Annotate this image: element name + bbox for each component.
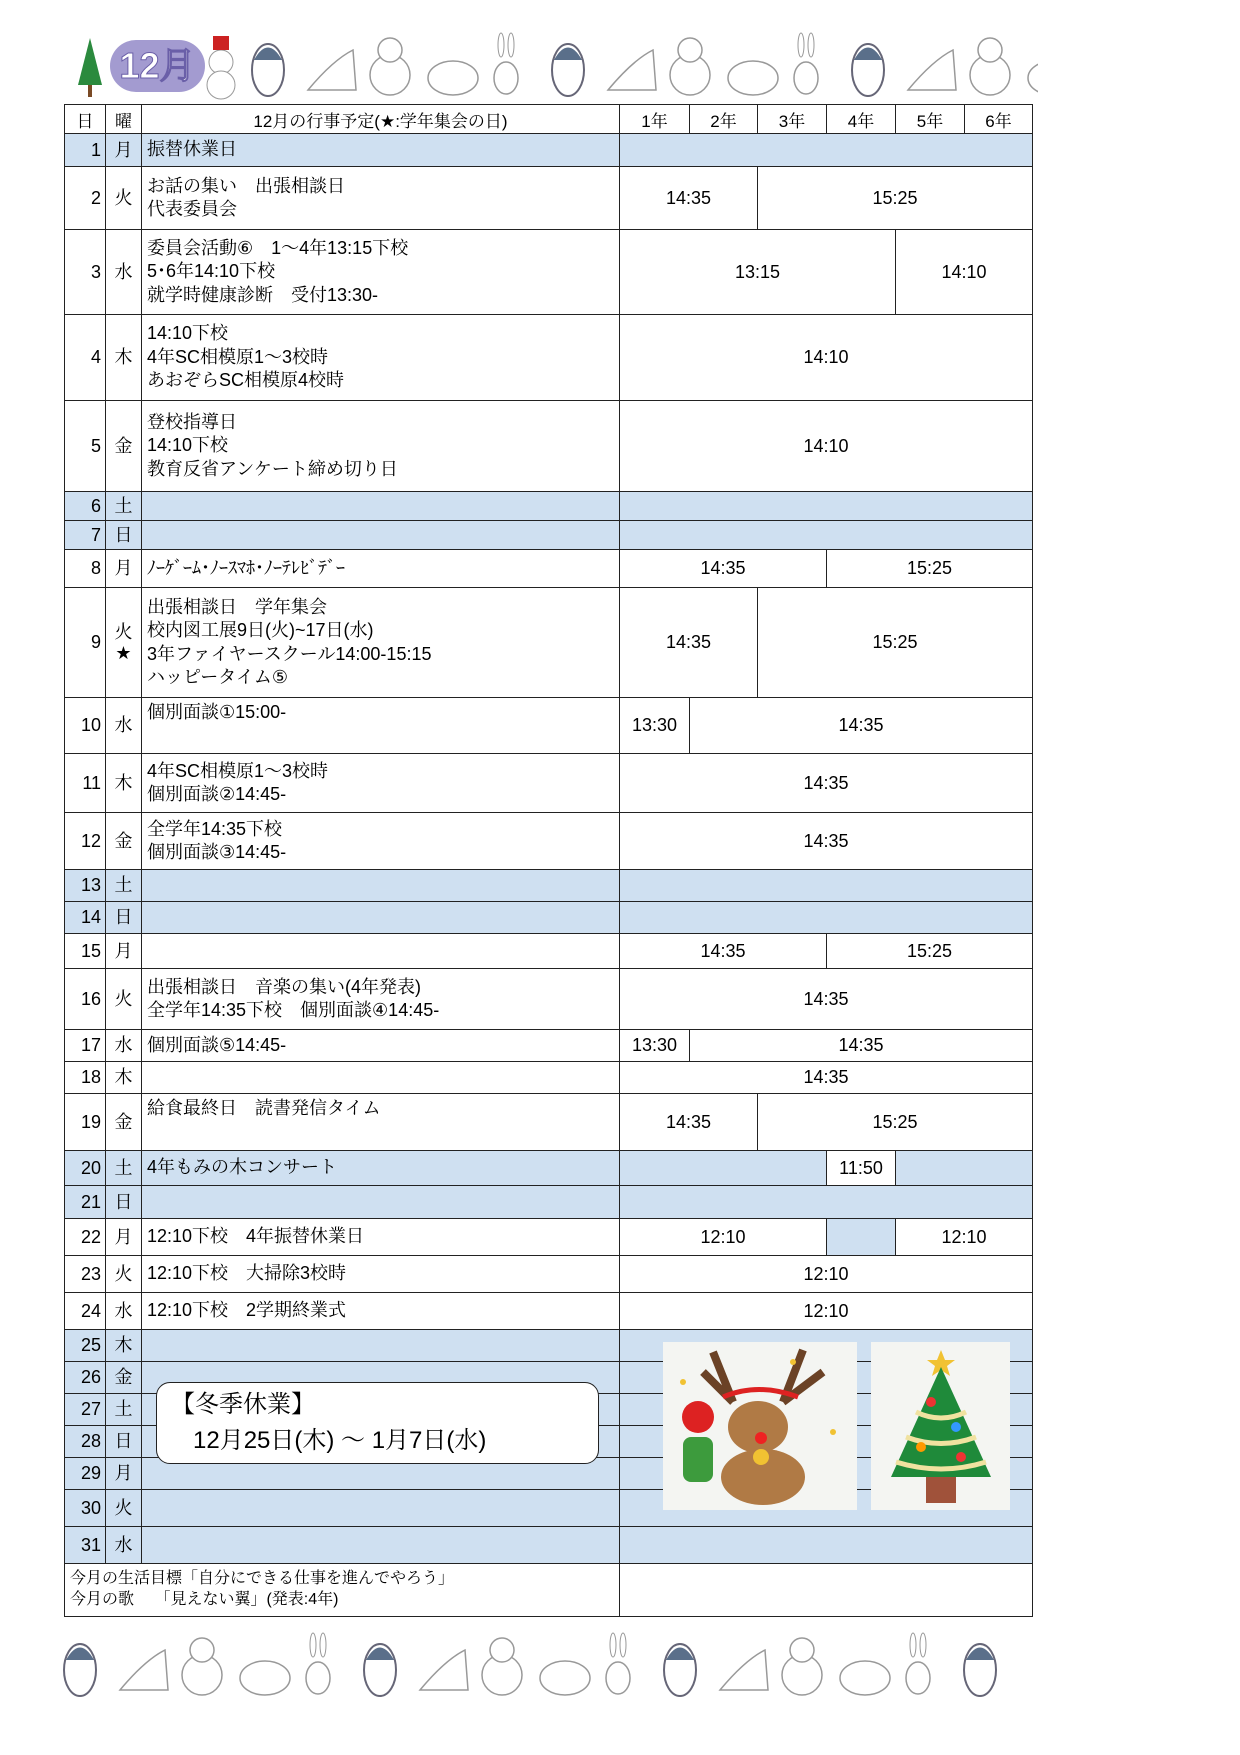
dismissal-time: 13:30 [620,698,690,754]
day-number: 12 [65,813,106,870]
weekday-label: 土 [114,495,133,516]
event-cell [142,1330,620,1362]
day-number: 22 [65,1219,106,1256]
footer-row [65,1564,1033,1617]
weekday [106,401,142,492]
weekday [106,1030,142,1062]
penguin-icon [252,44,284,96]
event-cell: 給食最終日 読書発信タイム [142,1094,620,1151]
rabbit-icon [494,33,518,94]
weekday [106,870,142,902]
weekday [106,550,142,588]
weekday-label: 月 [114,940,133,961]
dismissal-time: 14:10 [620,315,1033,401]
weekday-label: 水 [114,261,133,282]
weekday-label: 月 [114,139,133,160]
month-badge: 12月 [110,40,205,92]
day-number: 2 [65,167,106,230]
day-number: 8 [65,550,106,588]
seal-icon [428,61,478,95]
reindeer-illustration [663,1342,857,1510]
monthly-song: 今月の歌 「見えない翼」(発表:4年) [70,1591,339,1608]
dismissal-time: 14:35 [690,1030,1033,1062]
header-day: 日 [65,105,106,134]
day-number: 9 [65,588,106,698]
weekday-label: 日 [114,1431,133,1452]
weekday-label: 水 [114,1534,133,1555]
event-cell: 振替休業日 [142,134,620,167]
penguin-icon [852,44,884,96]
weekday [106,1527,142,1564]
weekday [106,1219,142,1256]
header-grade-2: 2年 [690,105,758,134]
dismissal-time: 14:35 [690,698,1033,754]
event-cell [142,1062,620,1094]
weekday-label: 木 [114,1067,133,1088]
day-row [65,1151,1033,1186]
weekday-label: 日 [114,1191,133,1212]
rabbit-icon [794,33,818,94]
event-cell: 個別面談⑤14:45- [142,1030,620,1062]
header-weekday: 曜 [106,105,142,134]
dismissal-time: 15:25 [758,1094,1033,1151]
penguin-icon [664,1644,696,1696]
event-cell: 12:10下校 大掃除3校時 [142,1256,620,1293]
penguin-icon [552,44,584,96]
event-cell: 個別面談①15:00- [142,698,620,754]
weekday-label: 水 [114,1300,133,1321]
fox-icon [308,50,356,90]
day-number: 26 [65,1362,106,1394]
weekday-label: 月 [114,1226,133,1247]
weekday-label: 金 [114,1367,133,1388]
dismissal-time: 14:35 [620,754,1033,813]
weekday-label: 月 [114,558,133,579]
day-number: 3 [65,230,106,315]
day-row [65,813,1033,870]
day-number: 24 [65,1293,106,1330]
dismissal-time: 14:35 [620,588,758,698]
dismissal-time: 15:25 [827,934,1033,969]
event-cell: 登校指導日 14:10下校 教育反省アンケート締め切り日 [142,401,620,492]
winter-animals-decoration [78,30,1038,100]
day-row [65,315,1033,401]
day-row [65,521,1033,550]
header-events: 12月の行事予定(★:学年集会の日) [142,105,620,134]
header-grade-1: 1年 [620,105,690,134]
weekday-label: 日 [114,524,133,545]
penguin-icon [364,1644,396,1696]
day-number: 29 [65,1458,106,1490]
day-number: 13 [65,870,106,902]
dismissal-time [620,1151,827,1186]
rabbit-icon [606,1633,630,1694]
weekday [106,134,142,167]
event-cell [142,1527,620,1564]
weekday [106,1186,142,1219]
footer-notes [65,1564,620,1617]
event-cell: 14:10下校 4年SC相模原1～3校時 あおぞらSC相模原4校時 [142,315,620,401]
dismissal-time: 14:10 [896,230,1033,315]
fox-icon [908,50,956,90]
notice-title: 【冬季休業】 [171,1391,315,1418]
weekday-label: 土 [114,1157,133,1178]
dismissal-time: 13:30 [620,1030,690,1062]
dismissal-cell [620,870,1033,902]
dismissal-cell [620,1527,1033,1564]
weekday-label: 火 [114,187,133,208]
weekday-label: 金 [114,435,133,456]
header-grade-4: 4年 [827,105,896,134]
bear-icon [482,1638,522,1695]
dismissal-time: 14:35 [620,969,1033,1030]
event-cell: 委員会活動⑥ 1～4年13:15下校 5･6年14:10下校 就学時健康診断 受付13:30- [142,230,620,315]
dismissal-cell [620,521,1033,550]
day-number: 11 [65,754,106,813]
weekday-label: 月 [114,1463,133,1484]
weekday [106,1062,142,1094]
day-row [65,1094,1033,1151]
event-cell [142,492,620,521]
dismissal-cell [620,902,1033,934]
header-grade-6: 6年 [965,105,1033,134]
day-number: 15 [65,934,106,969]
weekday [106,1394,142,1426]
fox-icon [120,1650,168,1690]
assembly-star: ★ [115,642,132,663]
monthly-goal: 今月の生活目標「自分にできる仕事を進んでやろう」 [70,1570,455,1588]
bear-icon [670,38,710,95]
penguin-icon [964,1644,996,1696]
winter-break-notice [156,1382,599,1464]
day-row [65,550,1033,588]
day-row [65,588,1033,698]
dismissal-cell [620,492,1033,521]
event-cell: 出張相談日 音楽の集い(4年発表) 全学年14:35下校 個別面談④14:45- [142,969,620,1030]
weekday-label: 水 [114,715,133,736]
day-row [65,134,1033,167]
weekday [106,588,142,698]
event-cell [142,934,620,969]
event-cell: お話の集い 出張相談日 代表委員会 [142,167,620,230]
bear-icon [970,38,1010,95]
dismissal-time: 12:10 [620,1219,827,1256]
dismissal-time: 14:10 [620,401,1033,492]
weekday-label: 金 [114,1111,133,1132]
dismissal-time: 12:10 [896,1219,1033,1256]
day-number: 25 [65,1330,106,1362]
day-row [65,934,1033,969]
weekday [106,934,142,969]
dismissal-cell [620,134,1033,167]
weekday [106,1330,142,1362]
seal-icon [1028,61,1038,95]
seal-icon [840,1661,890,1695]
dismissal-time: 15:25 [758,588,1033,698]
dismissal-time: 14:35 [620,1062,1033,1094]
dismissal-time: 14:35 [620,550,827,588]
weekday [106,167,142,230]
day-row [65,902,1033,934]
day-number: 7 [65,521,106,550]
event-cell [142,521,620,550]
day-number: 14 [65,902,106,934]
day-row [65,1030,1033,1062]
day-row [65,230,1033,315]
dismissal-time: 14:35 [620,167,758,230]
day-row [65,870,1033,902]
dismissal-time: 15:25 [827,550,1033,588]
event-cell [142,1186,620,1219]
event-cell: 4年SC相模原1～3校時 個別面談②14:45- [142,754,620,813]
day-number: 6 [65,492,106,521]
dismissal-time: 12:10 [620,1293,1033,1330]
tree-icon [78,38,102,97]
weekday [106,230,142,315]
weekday-label: 土 [114,875,133,896]
dismissal-time: 13:15 [620,230,896,315]
event-cell [142,1490,620,1527]
weekday-label: 木 [114,347,133,368]
penguin-icon [64,1644,96,1696]
event-cell: ﾉｰｹﾞｰﾑ･ﾉｰｽﾏﾎ･ﾉｰﾃﾚﾋﾞﾃﾞｰ [142,550,620,588]
day-row [65,1293,1033,1330]
day-row [65,401,1033,492]
weekday-label: 水 [114,1035,133,1056]
day-row [65,698,1033,754]
dismissal-time: 14:35 [620,1094,758,1151]
weekday [106,1458,142,1490]
weekday [106,969,142,1030]
day-row [65,1219,1033,1256]
weekday [106,1256,142,1293]
weekday [106,1426,142,1458]
footer-blank [620,1564,1033,1617]
weekday [106,492,142,521]
day-number: 10 [65,698,106,754]
dismissal-time [896,1151,1033,1186]
weekday-label: 火 [114,621,133,642]
header-grade-3: 3年 [758,105,827,134]
seal-icon [540,1661,590,1695]
event-cell: 4年もみの木コンサート [142,1151,620,1186]
day-number: 1 [65,134,106,167]
seal-icon [728,61,778,95]
weekday [106,902,142,934]
dismissal-time: 12:10 [620,1256,1033,1293]
snowman-icon [207,36,235,99]
day-row [65,1062,1033,1094]
event-cell [142,902,620,934]
day-number: 20 [65,1151,106,1186]
weekday [106,1151,142,1186]
header-grade-5: 5年 [896,105,965,134]
weekday-label: 火 [114,1497,133,1518]
weekday-label: 日 [114,907,133,928]
dismissal-cell [620,1186,1033,1219]
day-row [65,754,1033,813]
dismissal-time: 14:35 [620,813,1033,870]
dismissal-time: 14:35 [620,934,827,969]
event-cell: 12:10下校 2学期終業式 [142,1293,620,1330]
notice-dates: 12月25日(木) ～ 1月7日(水) [193,1427,487,1454]
bear-icon [782,1638,822,1695]
dismissal-time [827,1219,896,1256]
event-cell: 12:10下校 4年振替休業日 [142,1219,620,1256]
day-row [65,492,1033,521]
day-row [65,1256,1033,1293]
winter-animals-decoration-bottom [60,1630,1030,1700]
weekday [106,813,142,870]
weekday [106,1293,142,1330]
seal-icon [240,1661,290,1695]
weekday-label: 火 [114,1263,133,1284]
weekday [106,754,142,813]
day-number: 19 [65,1094,106,1151]
christmas-tree-illustration [871,1342,1010,1510]
day-number: 5 [65,401,106,492]
day-number: 27 [65,1394,106,1426]
weekday [106,521,142,550]
weekday [106,1362,142,1394]
day-number: 28 [65,1426,106,1458]
weekday-label: 土 [114,1399,133,1420]
day-number: 17 [65,1030,106,1062]
weekday-label: 火 [114,988,133,1009]
day-row [65,1527,1033,1564]
bear-icon [370,38,410,95]
weekday [106,698,142,754]
fox-icon [608,50,656,90]
fox-icon [420,1650,468,1690]
weekday [106,1490,142,1527]
dismissal-time: 15:25 [758,167,1033,230]
day-number: 23 [65,1256,106,1293]
header-row [65,105,1033,134]
event-cell [142,870,620,902]
rabbit-icon [906,1633,930,1694]
day-number: 16 [65,969,106,1030]
bear-icon [182,1638,222,1695]
day-row [65,1186,1033,1219]
weekday-label: 木 [114,1335,133,1356]
event-cell: 全学年14:35下校 個別面談③14:45- [142,813,620,870]
weekday-label: 金 [114,830,133,851]
rabbit-icon [306,1633,330,1694]
day-number: 21 [65,1186,106,1219]
weekday [106,315,142,401]
day-row [65,969,1033,1030]
fox-icon [720,1650,768,1690]
day-number: 4 [65,315,106,401]
dismissal-time: 11:50 [827,1151,896,1186]
day-number: 18 [65,1062,106,1094]
day-number: 31 [65,1527,106,1564]
weekday-label: 木 [114,772,133,793]
day-number: 30 [65,1490,106,1527]
day-row [65,167,1033,230]
weekday [106,1094,142,1151]
event-cell: 出張相談日 学年集会 校内図工展9日(火)~17日(水) 3年ファイヤースクール14:00-15:15 ハッピータイム⑤ [142,588,620,698]
